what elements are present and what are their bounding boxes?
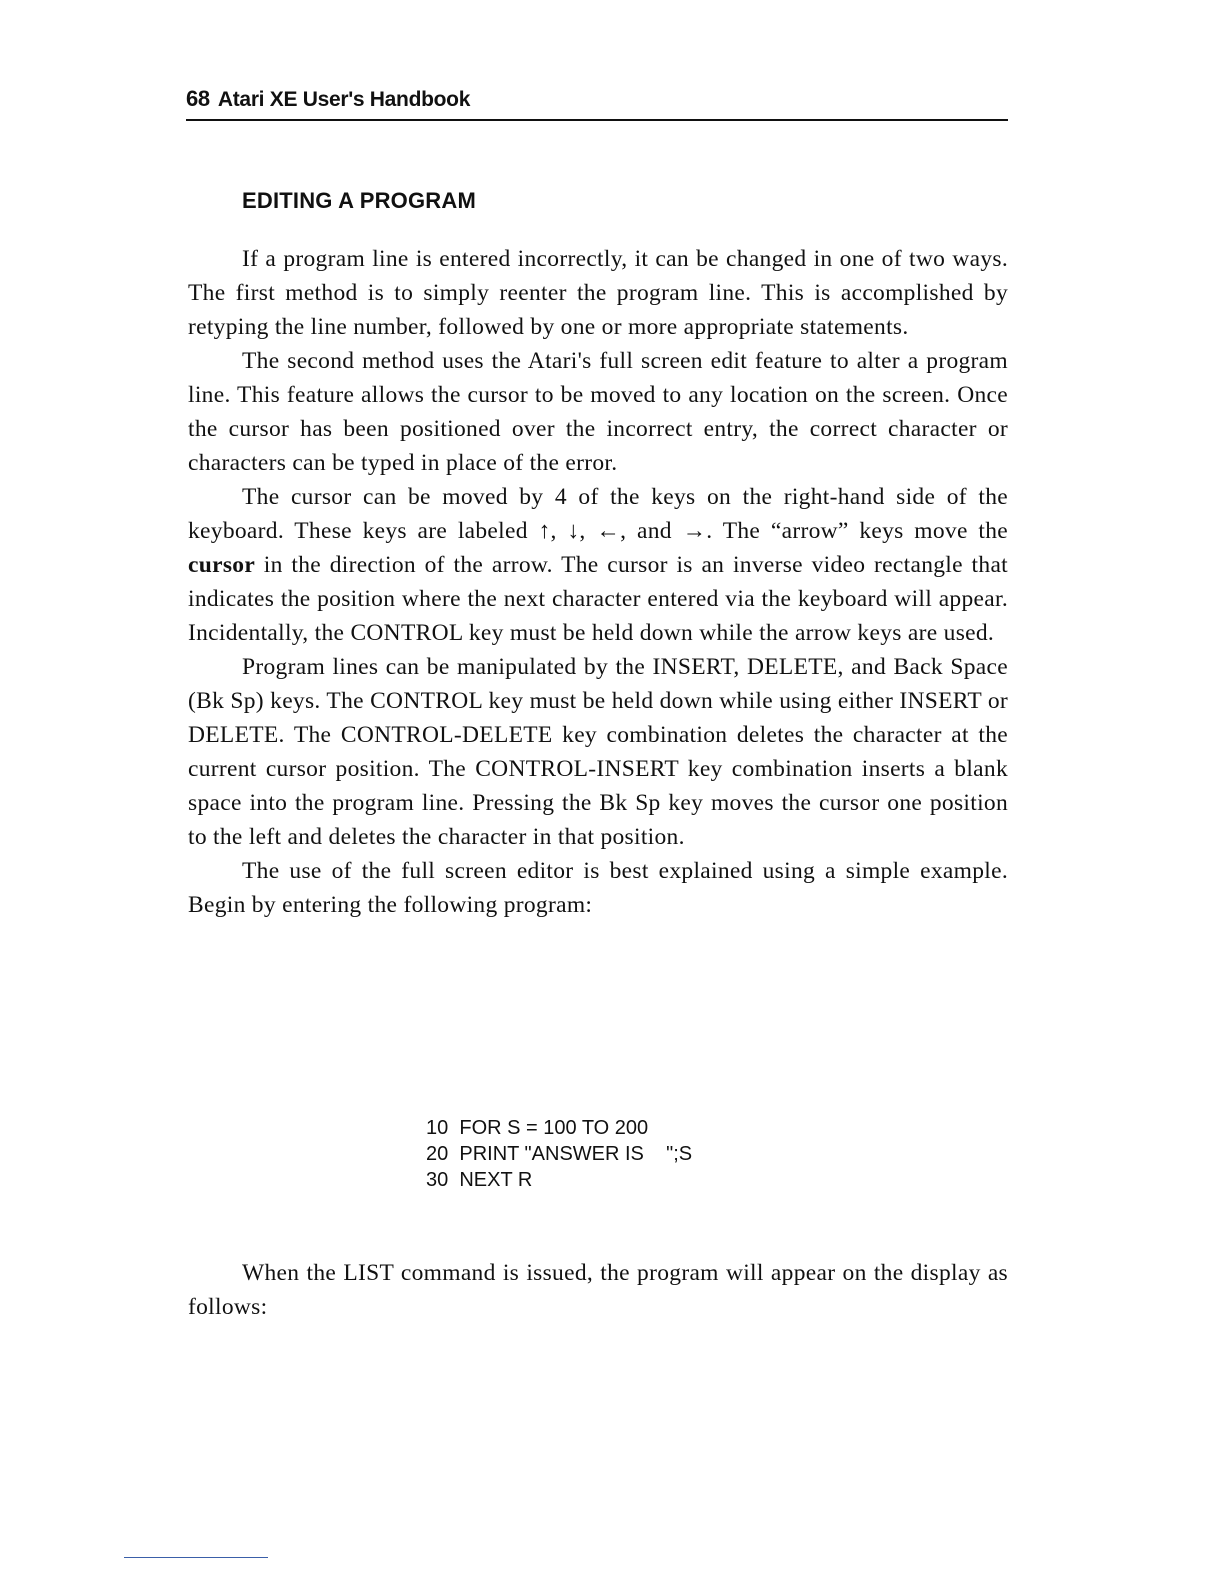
page-number: 68 — [186, 86, 210, 111]
header-rule — [186, 119, 1008, 121]
paragraph-3-text-b: in the direction of the arrow. The cursor is an inverse video rectangle that indicates the position where the next character entered via the keyboard will appear. Incidentally, the CONTROL key must be held down while the arrow keys are used. — [188, 552, 1008, 646]
code-line: 30 NEXT R — [426, 1169, 533, 1191]
paragraph-3-text-a: The cursor can be moved by 4 of the keys on the right-hand side of the keyboard. These keys are labeled ↑, ↓, ←, and →. The “arrow” keys move the — [188, 484, 1008, 544]
paragraph-3-bold-term: cursor — [188, 552, 256, 578]
code-listing — [426, 1115, 692, 1193]
body-text — [188, 242, 1008, 922]
section-heading: EDITING A PROGRAM — [242, 188, 476, 213]
footnote-rule — [124, 1557, 268, 1558]
closing-text — [188, 1256, 1008, 1324]
paragraph-5: The use of the full screen editor is best explained using a simple example. Begin by entering the following program: — [188, 858, 1008, 918]
paragraph-1: If a program line is entered incorrectly, it can be changed in one of two ways. The first method is to simply reenter the program line. This is accomplished by retyping the line number, followed by one or more appropriate statements. — [188, 246, 1008, 340]
book-title: Atari XE User's Handbook — [217, 88, 471, 111]
paragraph-2: The second method uses the Atari's full screen edit feature to alter a program line. This feature allows the cursor to be moved to any location on the screen. Once the cursor has been positioned over the incorrect entry, the correct character or characters can be typed in place of the error. — [188, 348, 1008, 476]
paragraph-3 — [188, 480, 1008, 650]
paragraph-6: When the LIST command is issued, the program will appear on the display as follows: — [188, 1260, 1008, 1320]
paragraph-4: Program lines can be manipulated by the INSERT, DELETE, and Back Space (Bk Sp) keys. The CONTROL key must be held down while using either INSERT or DELETE. The CONTROL-DELETE key combination deletes the character at the current cursor position. The CONTROL-INSERT key combination inserts a blank space into the program line. Pressing the Bk Sp key moves the cursor one position to the left and deletes the character in that position. — [188, 654, 1008, 850]
running-head — [186, 86, 470, 112]
code-line: 20 PRINT "ANSWER IS ";S — [426, 1143, 693, 1165]
code-line: 10 FOR S = 100 TO 200 — [426, 1117, 649, 1139]
